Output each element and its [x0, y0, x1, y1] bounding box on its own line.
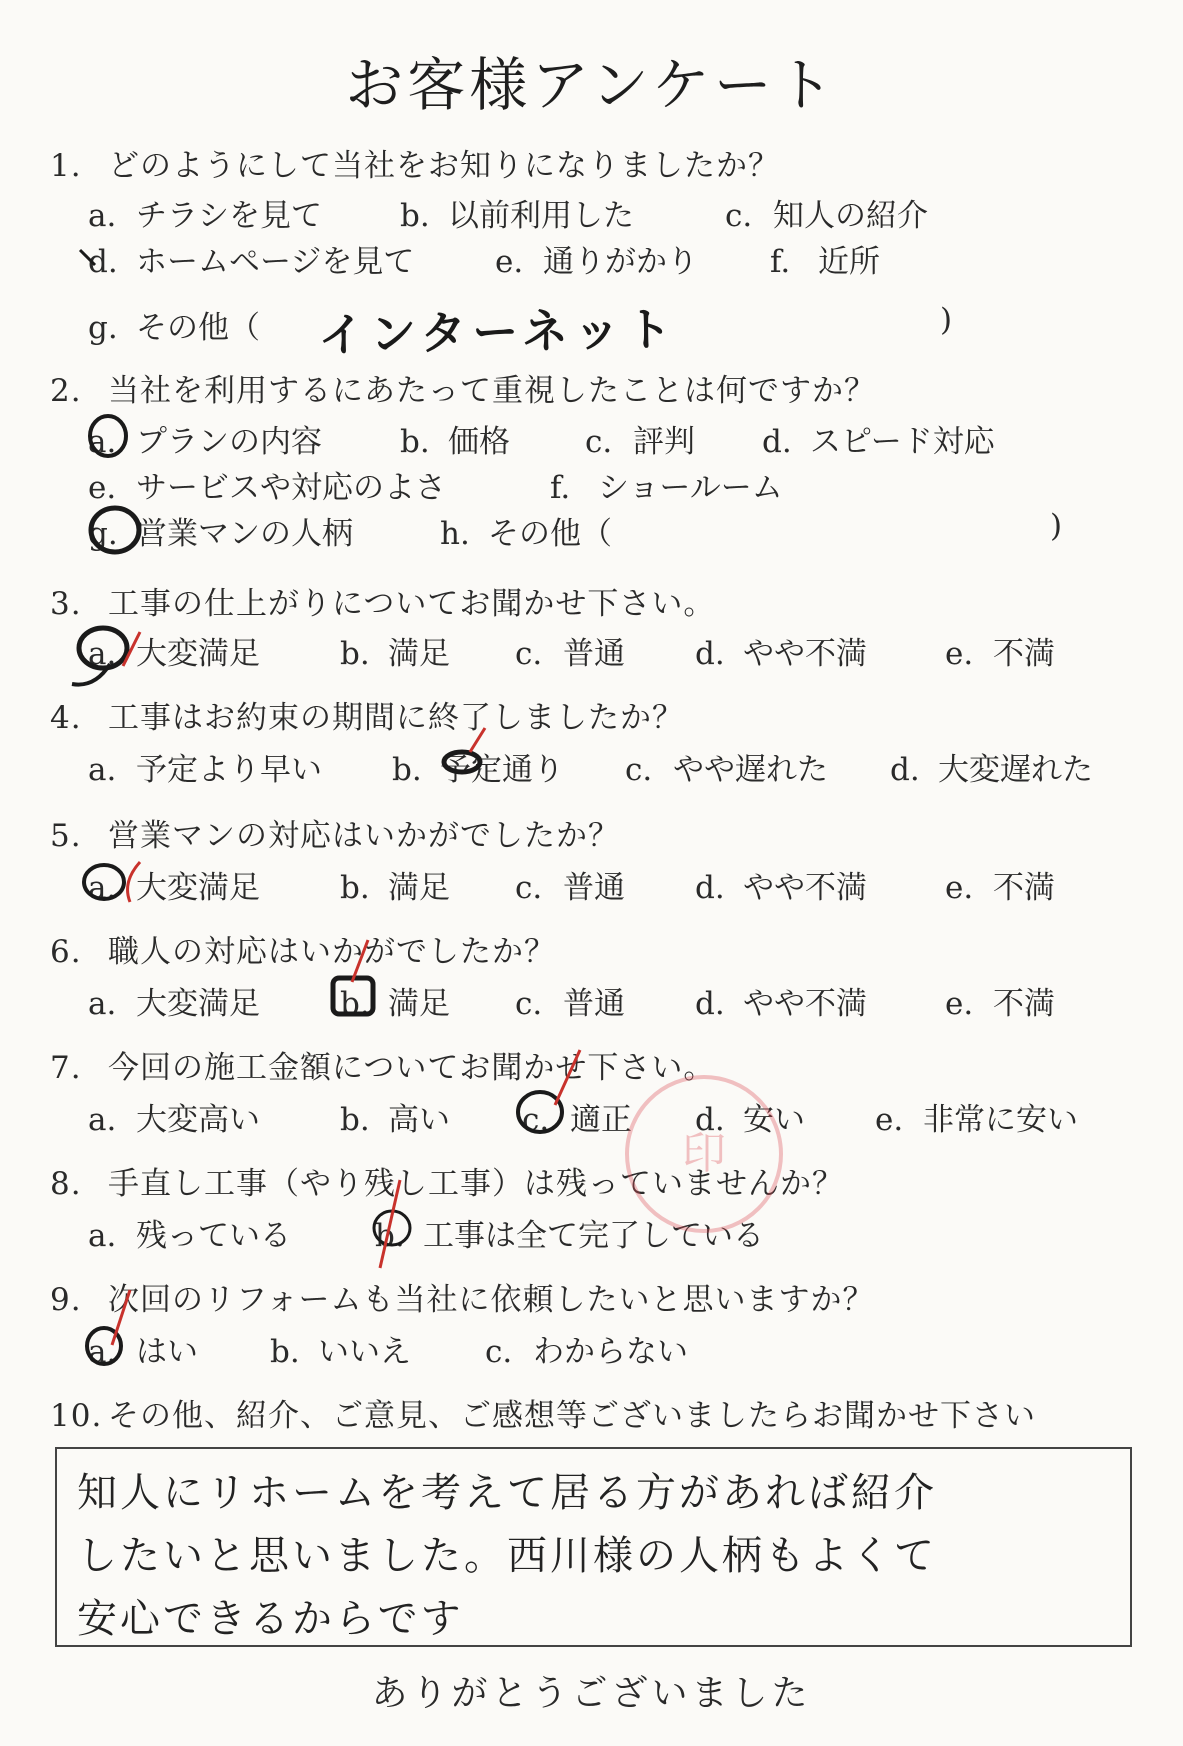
question-8: 8. 手直し工事（やり残し工事）は残っていませんか？ [50, 1166, 844, 1202]
q7-option-c[interactable]: c. 適正 [522, 1102, 632, 1138]
q7-option-a[interactable]: a. 大変高い [88, 1102, 260, 1138]
q3-option-e[interactable]: e. 不満 [945, 636, 1055, 672]
q2-option-e[interactable]: e. サービスや対応のよさ [88, 470, 446, 506]
q1-other-answer: インターネット [317, 301, 679, 363]
q3-option-d[interactable]: d. やや不満 [695, 636, 867, 672]
seal-stamp-icon: 印 [625, 1075, 783, 1233]
comment-line-2: したいと思いました。西川様の人柄もよくて [77, 1533, 937, 1579]
q5-option-b[interactable]: b. 満足 [340, 870, 450, 906]
question-6: 6. 職人の対応はいかがでしたか？ [50, 934, 556, 970]
question-2: 2. 当社を利用するにあたって重視したことは何ですか？ [50, 373, 876, 409]
page-title: お客様アンケート [345, 51, 838, 119]
q6-option-d[interactable]: d. やや不満 [695, 986, 867, 1022]
q2-option-d[interactable]: d. スピード対応 [762, 424, 995, 460]
q8-option-b[interactable]: b. 工事は全て完了している [375, 1218, 764, 1254]
q9-option-a[interactable]: a. はい [88, 1334, 198, 1370]
q2-option-f[interactable]: f. ショールーム [550, 470, 783, 506]
q1-option-a[interactable]: a. チラシを見て [88, 198, 322, 234]
q2-option-a[interactable]: a. プランの内容 [88, 424, 322, 460]
question-3: 3. 工事の仕上がりについてお聞かせ下さい。 [50, 586, 716, 622]
q9-option-c[interactable]: c. わからない [485, 1334, 688, 1370]
q7-option-e[interactable]: e. 非常に安い [875, 1102, 1078, 1138]
q2-option-h[interactable]: h. その他（ [440, 516, 612, 552]
q3-option-c[interactable]: c. 普通 [515, 636, 625, 672]
paren-close: ) [940, 302, 953, 338]
q6-option-a[interactable]: a. 大変満足 [88, 986, 260, 1022]
q4-option-b[interactable]: b. 予定通り [392, 752, 564, 788]
question-1: 1. どのようにして当社をお知りになりましたか？ [50, 148, 780, 184]
q1-option-c[interactable]: c. 知人の紹介 [725, 198, 928, 234]
q5-option-c[interactable]: c. 普通 [515, 870, 625, 906]
question-7: 7. 今回の施工金額についてお聞かせ下さい。 [50, 1050, 716, 1086]
q2-option-b[interactable]: b. 価格 [400, 424, 510, 460]
q1-option-f[interactable]: f. 近所 [770, 244, 880, 280]
q6-option-b[interactable]: b. 満足 [340, 986, 450, 1022]
question-4: 4. 工事はお約束の期間に終了しましたか？ [50, 700, 684, 736]
comment-line-3: 安心できるからです [77, 1596, 464, 1642]
closing-text: ありがとうございました [371, 1673, 812, 1714]
q1-option-b[interactable]: b. 以前利用した [400, 198, 634, 234]
q1-option-e[interactable]: e. 通りがかり [495, 244, 698, 280]
question-9: 9. 次回のリフォームも当社に依頼したいと思いますか？ [50, 1282, 875, 1318]
q4-option-c[interactable]: c. やや遅れた [625, 752, 828, 788]
question-5: 5. 営業マンの対応はいかがでしたか？ [50, 818, 620, 854]
q1-option-g[interactable]: g. その他（ [88, 310, 260, 346]
q5-option-e[interactable]: e. 不満 [945, 870, 1055, 906]
q4-option-a[interactable]: a. 予定より早い [88, 752, 322, 788]
q4-option-d[interactable]: d. 大変遅れた [890, 752, 1093, 788]
q1-option-d[interactable]: d. ホームページを見て [88, 244, 415, 280]
q5-option-a[interactable]: a. 大変満足 [88, 870, 260, 906]
q6-option-e[interactable]: e. 不満 [945, 986, 1055, 1022]
q9-option-b[interactable]: b. いいえ [270, 1334, 411, 1370]
q3-option-a[interactable]: a. 大変満足 [88, 636, 260, 672]
paren-close: ) [1050, 508, 1063, 544]
q3-option-b[interactable]: b. 満足 [340, 636, 450, 672]
q8-option-a[interactable]: a. 残っている [88, 1218, 291, 1254]
q7-option-b[interactable]: b. 高い [340, 1102, 450, 1138]
comment-box[interactable] [55, 1447, 1132, 1647]
q6-option-c[interactable]: c. 普通 [515, 986, 625, 1022]
question-10: 10. その他、紹介、ご意見、ご感想等ございましたらお聞かせ下さい [50, 1398, 1036, 1434]
q2-option-c[interactable]: c. 評判 [585, 424, 695, 460]
q7-option-d[interactable]: d. 安い [695, 1102, 805, 1138]
q5-option-d[interactable]: d. やや不満 [695, 870, 867, 906]
comment-line-1: 知人にリホームを考えて居る方があれば紹介 [77, 1470, 937, 1516]
q2-option-g[interactable]: g. 営業マンの人柄 [88, 516, 353, 552]
